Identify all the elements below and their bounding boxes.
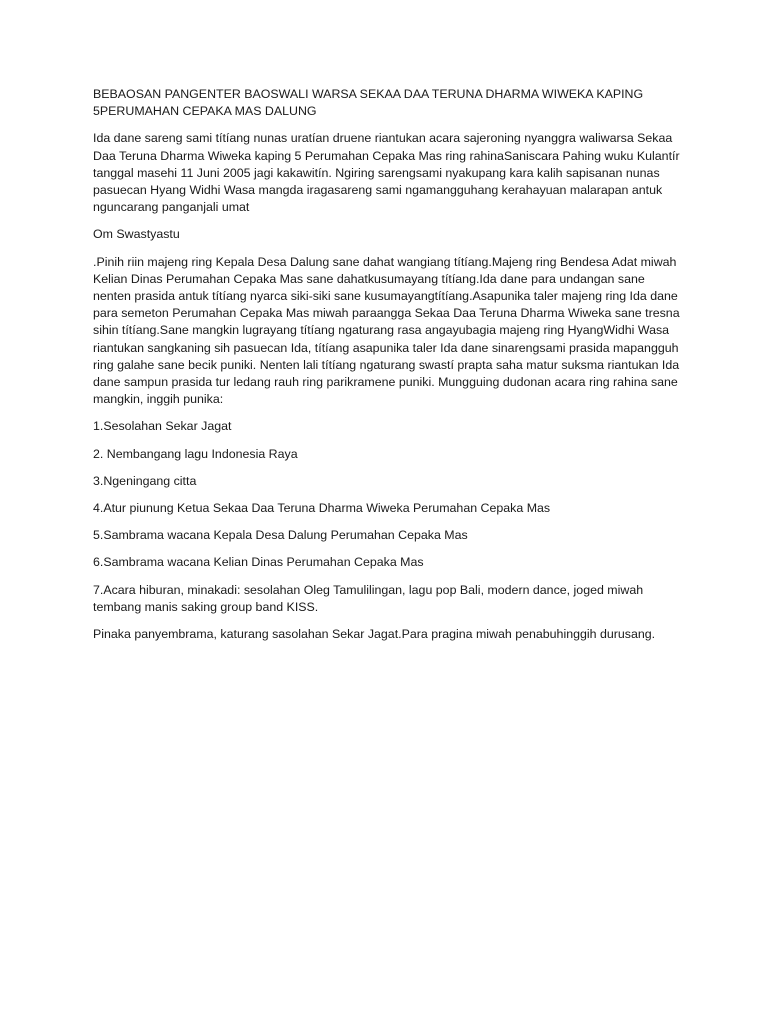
document-page [93, 86, 683, 653]
body-paragraph: .Pinih riin majeng ring Kepala Desa Dalung sane dahat wangiang títíang.Majeng ring Bendesa Adat miwah Kelian Dinas Perumahan Cepaka Mas sane dahatkusumayang títíang.Ida dane para undangan sane nenten prasida antuk títíang nyarca siki-siki sane kusumayangtítíang.Asapunika taler majeng ring Ida dane para semeton Perumahan Cepaka Mas miwah paraangga Sekaa Daa Teruna Dharma Wiweka sane tresna sihin títíang.Sane mangkin lugrayang títíang ngaturang rasa angayubagia majeng ring HyangWidhi Wasa riantukan sangkaning sih pasuecan Ida, títíang asapunika taler Ida dane sinarengsami prasida mapangguh ring galahe sane becik puniki. Nenten lali títíang ngaturang swastí prapta saha matur suksma riantukan Ida dane sampun prasida tur ledang rauh ring parikramene puniki. Mungguing dudonan acara ring rahina sane mangkin, inggih punika: [93, 254, 680, 407]
closing-paragraph: Pinaka panyembrama, katurang sasolahan Sekar Jagat.Para pragina miwah penabuhinggih durusang. [93, 627, 656, 642]
agenda-item-2: 2. Nembangang lagu Indonesia Raya [93, 446, 298, 461]
agenda-item-6: 6.Sambrama wacana Kelian Dinas Perumahan Cepaka Mas [93, 555, 424, 570]
agenda-item-3: 3.Ngeningang citta [93, 473, 197, 488]
agenda-item-7: 7.Acara hiburan, minakadi: sesolahan Oleg Tamulilingan, lagu pop Bali, modern dance, joged miwah tembang manis saking group band KISS. [93, 582, 644, 614]
agenda-item-5: 5.Sambrama wacana Kepala Desa Dalung Perumahan Cepaka Mas [93, 528, 468, 543]
agenda-item-1: 1.Sesolahan Sekar Jagat [93, 419, 232, 434]
intro-paragraph: Ida dane sareng sami títíang nunas uratían druene riantukan acara sajeroning nyanggra waliwarsa Sekaa Daa Teruna Dharma Wiweka kaping 5 Perumahan Cepaka Mas ring rahinaSaniscara Pahing wuku Kulantír tanggal masehi 11 Juni 2005 jagi kakawitín. Ngiring sarengsami nyakupang kara kalih sapisanan nunas pasuecan Hyang Widhi Wasa mangda iragasareng sami ngamangguhang kerahayuan malarapan antuk nguncarang panganjali umat [93, 131, 680, 215]
greeting: Om Swastyastu [93, 227, 180, 242]
document-title: BEBAOSAN PANGENTER BAOSWALI WARSA SEKAA DAA TERUNA DHARMA WIWEKA KAPING 5PERUMAHAN CEPAKA MAS DALUNG [93, 87, 644, 119]
agenda-item-4: 4.Atur piunung Ketua Sekaa Daa Teruna Dharma Wiweka Perumahan Cepaka Mas [93, 501, 551, 516]
